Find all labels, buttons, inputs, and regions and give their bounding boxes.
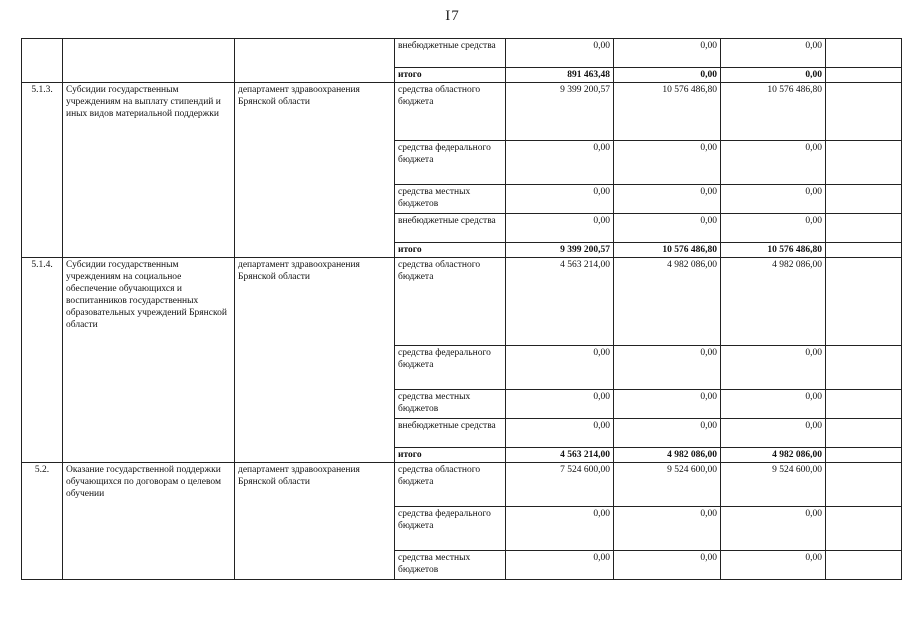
amount-year-1: 9 399 200,57 xyxy=(506,83,614,141)
amount-year-2: 0,00 xyxy=(614,39,721,68)
funding-source: средства местных бюджетов xyxy=(395,551,506,580)
amount-year-1: 9 399 200,57 xyxy=(506,243,614,258)
empty-cell xyxy=(826,39,902,68)
amount-year-2: 0,00 xyxy=(614,551,721,580)
amount-year-3: 0,00 xyxy=(721,39,826,68)
amount-year-3: 0,00 xyxy=(721,346,826,390)
amount-year-2: 10 576 486,80 xyxy=(614,243,721,258)
amount-year-1: 0,00 xyxy=(506,185,614,214)
item-executor: департамент здравоохранения Брянской области xyxy=(235,463,395,580)
amount-year-3: 10 576 486,80 xyxy=(721,243,826,258)
empty-cell xyxy=(826,448,902,463)
amount-year-2: 0,00 xyxy=(614,141,721,185)
amount-year-3: 10 576 486,80 xyxy=(721,83,826,141)
item-executor: департамент здравоохранения Брянской области xyxy=(235,83,395,258)
amount-year-2: 0,00 xyxy=(614,214,721,243)
amount-year-2: 0,00 xyxy=(614,390,721,419)
item-name: Субсидии государственным учреждениям на социальное обеспечение обучающихся и воспитанников государственных образовательных учреждений Брянской области xyxy=(63,258,235,463)
empty-cell xyxy=(826,68,902,83)
page-number: I7 xyxy=(445,8,460,24)
funding-source: средства областного бюджета xyxy=(395,83,506,141)
amount-year-2: 0,00 xyxy=(614,185,721,214)
amount-year-1: 0,00 xyxy=(506,39,614,68)
funding-source: итого xyxy=(395,243,506,258)
amount-year-3: 0,00 xyxy=(721,507,826,551)
amount-year-2: 9 524 600,00 xyxy=(614,463,721,507)
funding-source: итого xyxy=(395,448,506,463)
amount-year-3: 0,00 xyxy=(721,419,826,448)
amount-year-1: 0,00 xyxy=(506,346,614,390)
item-code: 5.2. xyxy=(22,463,63,580)
empty-cell xyxy=(826,185,902,214)
amount-year-1: 0,00 xyxy=(506,419,614,448)
amount-year-1: 891 463,48 xyxy=(506,68,614,83)
amount-year-1: 0,00 xyxy=(506,141,614,185)
item-executor xyxy=(235,39,395,83)
empty-cell xyxy=(826,214,902,243)
budget-table xyxy=(21,38,902,580)
funding-source: средства местных бюджетов xyxy=(395,390,506,419)
amount-year-3: 0,00 xyxy=(721,390,826,419)
amount-year-3: 9 524 600,00 xyxy=(721,463,826,507)
amount-year-1: 0,00 xyxy=(506,214,614,243)
empty-cell xyxy=(826,507,902,551)
empty-cell xyxy=(826,551,902,580)
empty-cell xyxy=(826,258,902,346)
amount-year-3: 0,00 xyxy=(721,141,826,185)
item-code xyxy=(22,39,63,83)
amount-year-3: 0,00 xyxy=(721,551,826,580)
funding-source: средства областного бюджета xyxy=(395,258,506,346)
table-body xyxy=(22,39,902,580)
funding-source: средства федерального бюджета xyxy=(395,346,506,390)
funding-source: средства областного бюджета xyxy=(395,463,506,507)
empty-cell xyxy=(826,346,902,390)
amount-year-2: 4 982 086,00 xyxy=(614,448,721,463)
amount-year-2: 0,00 xyxy=(614,346,721,390)
table-row xyxy=(22,463,902,507)
funding-source: внебюджетные средства xyxy=(395,214,506,243)
empty-cell xyxy=(826,419,902,448)
empty-cell xyxy=(826,463,902,507)
empty-cell xyxy=(826,141,902,185)
amount-year-1: 0,00 xyxy=(506,551,614,580)
empty-cell xyxy=(826,243,902,258)
amount-year-2: 10 576 486,80 xyxy=(614,83,721,141)
amount-year-2: 0,00 xyxy=(614,68,721,83)
funding-source: средства федерального бюджета xyxy=(395,507,506,551)
amount-year-1: 0,00 xyxy=(506,390,614,419)
empty-cell xyxy=(826,390,902,419)
amount-year-2: 0,00 xyxy=(614,419,721,448)
amount-year-3: 4 982 086,00 xyxy=(721,258,826,346)
item-executor: департамент здравоохранения Брянской области xyxy=(235,258,395,463)
amount-year-1: 7 524 600,00 xyxy=(506,463,614,507)
item-code: 5.1.3. xyxy=(22,83,63,258)
item-name: Субсидии государственным учреждениям на выплату стипендий и иных видов материальной поддержки xyxy=(63,83,235,258)
empty-cell xyxy=(826,83,902,141)
amount-year-1: 4 563 214,00 xyxy=(506,448,614,463)
funding-source: внебюджетные средства xyxy=(395,419,506,448)
table-row xyxy=(22,83,902,141)
amount-year-3: 4 982 086,00 xyxy=(721,448,826,463)
amount-year-2: 0,00 xyxy=(614,507,721,551)
amount-year-1: 4 563 214,00 xyxy=(506,258,614,346)
amount-year-1: 0,00 xyxy=(506,507,614,551)
funding-source: итого xyxy=(395,68,506,83)
item-name: Оказание государственной поддержки обучающихся по договорам о целевом обучении xyxy=(63,463,235,580)
funding-source: средства федерального бюджета xyxy=(395,141,506,185)
amount-year-3: 0,00 xyxy=(721,214,826,243)
table-row xyxy=(22,39,902,68)
amount-year-3: 0,00 xyxy=(721,68,826,83)
funding-source: внебюджетные средства xyxy=(395,39,506,68)
item-code: 5.1.4. xyxy=(22,258,63,463)
table-row xyxy=(22,258,902,346)
funding-source: средства местных бюджетов xyxy=(395,185,506,214)
amount-year-2: 4 982 086,00 xyxy=(614,258,721,346)
amount-year-3: 0,00 xyxy=(721,185,826,214)
item-name xyxy=(63,39,235,83)
